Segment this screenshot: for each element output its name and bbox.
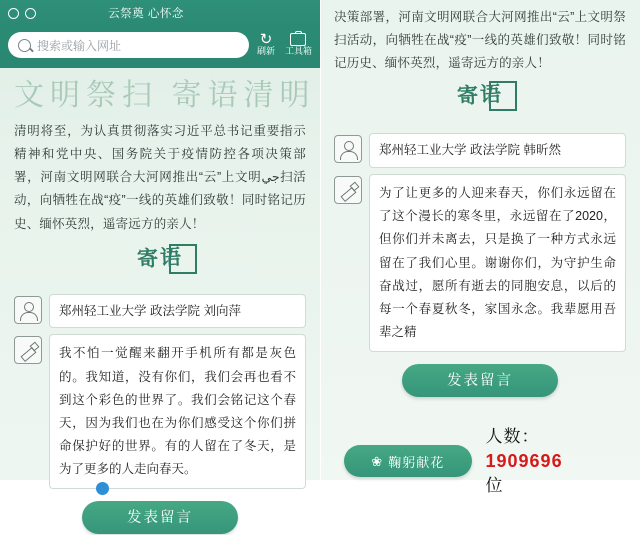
pencil-icon (334, 176, 362, 204)
offer-flower-label: 鞠躬献花 (388, 454, 445, 470)
right-form-content (320, 133, 640, 497)
pencil-icon (14, 336, 42, 364)
seal-stamp (441, 79, 519, 123)
counter-label: 人数： (485, 427, 540, 446)
tribute-row (334, 425, 626, 498)
flower-icon: ❀ (371, 453, 384, 469)
name-field-row (14, 294, 306, 329)
toolbox-icon (290, 33, 306, 46)
message-text: 我不怕一觉醒来翻开手机所有都是灰色的。我知道，没有你们，我们会再也看不到这个彩色的世界了。我们会铭记这个春天，因为我们也在为你们感受这个你们拼命保护好的世界。有的人留在了冬天，是为了更多的人走向春天。 (59, 346, 296, 476)
toolbox-label: 工具箱 (284, 46, 312, 57)
participant-counter (486, 425, 617, 498)
panel-divider (320, 0, 321, 480)
browser-address-bar (0, 26, 320, 68)
browser-page-title: 云祭奠 心怀念 (108, 8, 184, 20)
right-page-panel (320, 0, 640, 495)
submit-message-button[interactable]: 发表留言 (82, 501, 238, 534)
message-textarea[interactable] (49, 334, 306, 489)
name-input[interactable]: 郑州轻工业大学 政法学院 韩昕然 (369, 133, 626, 168)
browser-title-bar (0, 0, 320, 26)
toolbox-button[interactable] (285, 33, 312, 57)
refresh-button[interactable] (257, 33, 275, 57)
back-icon[interactable] (8, 8, 19, 19)
seal-box (169, 244, 197, 274)
counter-value: 1909696 (485, 450, 563, 471)
seal-stamp (121, 242, 199, 286)
seal-box (489, 81, 517, 111)
search-input[interactable] (8, 32, 249, 58)
name-input[interactable]: 郑州轻工业大学 政法学院 刘向萍 (49, 294, 306, 329)
refresh-label: 刷新 (256, 46, 275, 57)
browser-actions (257, 33, 312, 57)
home-icon[interactable] (25, 8, 36, 19)
message-field-row (14, 334, 306, 489)
left-page-content (0, 70, 320, 534)
article-text-continued: 决策部署，河南文明网联合大河网推出“云”上文明祭扫活动，向牺牲在战“疫”一线的英雄们致敬！同时铭记历史、缅怀英烈，遥寄远方的亲人！ (334, 10, 626, 71)
counter-unit: 位 (485, 475, 504, 495)
text-cursor-handle[interactable] (96, 482, 109, 495)
name-field-row (334, 133, 626, 168)
message-field-row (334, 174, 626, 352)
user-avatar-icon (14, 296, 42, 324)
left-browser-panel (0, 0, 320, 527)
article-text: 清明将至，为认真贯彻落实习近平总书记重要指示精神和党中央、国务院关于疫情防控各项决策部署，河南文明网联合大河网推出“云”上文明جي扫活动，向牺牲在战“疫”一线的英雄们致敬！同时铭记历史、缅怀英烈，遥寄远方的亲人！ (14, 124, 307, 231)
search-placeholder: 搜索或输入网址 (37, 38, 122, 53)
window-controls[interactable] (8, 8, 36, 19)
seal-text: 寄语 (136, 244, 184, 271)
submit-message-button[interactable]: 发表留言 (402, 364, 558, 397)
offer-flower-button[interactable] (344, 445, 472, 477)
refresh-icon: ↻ (259, 31, 273, 49)
search-icon (18, 39, 31, 52)
page-title: 文明祭扫 寄语清明 (14, 79, 316, 112)
message-textarea[interactable]: 为了让更多的人迎来春天，你们永远留在了这个漫长的寒冬里，永远留在了2020，但你们并未离去，只是换了一种方式永远留在了我们心里。谢谢你们，为守护生命奋战过，愿所有逝去的同胞安息，以后的每一个春夏秋冬，家国永念。我辈愿用吾辈之精 (369, 174, 626, 352)
seal-text: 寄语 (456, 82, 504, 109)
user-avatar-icon (334, 135, 362, 163)
